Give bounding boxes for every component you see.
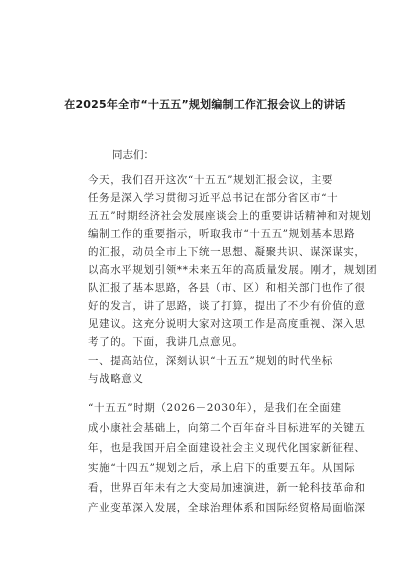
body-line: 队汇报了基本思路，各县（市、区）和相关部门也作了很	[88, 282, 366, 294]
body-line: 成小康社会基础上，向第二个百年奋斗目标进军的关键五	[88, 422, 366, 434]
body-line: 年，也是我国开启全面建设社会主义现代化国家新征程、	[88, 442, 366, 454]
body-line: 的汇报，动员全市上下统一思想、凝聚共识、谋深谋实，	[88, 246, 366, 258]
document-title: 在2025年全市“十五五”规划编制工作汇报会议上的讲话	[64, 98, 346, 111]
body-line: 以高水平规划引领**未来五年的高质量发展。刚才，规划团	[88, 264, 378, 276]
body-line: “十五五”时期（2026－2030年），是我们在全面建	[88, 402, 342, 414]
body-line: 编制工作的重要指示，听取我市“十五五”规划基本思路	[88, 228, 356, 240]
body-line: 实施“十四五”规划之后，承上启下的重要五年。从国际	[88, 462, 356, 474]
body-line: 考了的。下面，我讲几点意见。	[88, 336, 244, 348]
body-line: 好的发言，讲了思路，谈了打算，提出了不少有价值的意	[88, 300, 366, 312]
body-line: 见建议。这充分说明大家对这项工作是高度重视、深入思	[88, 318, 366, 330]
section-heading-line: 一、提高站位，深刻认识“十五五”规划的时代坐标	[88, 355, 334, 367]
body-line: 五五”时期经济社会发展座谈会上的重要讲话精神和对规划	[88, 210, 372, 222]
body-line: 今天，我们召开这次“十五五”规划汇报会议，主要	[88, 174, 334, 186]
salutation: 同志们：	[112, 149, 154, 161]
body-line: 任务是深入学习贯彻习近平总书记在部分省区市“十	[88, 192, 339, 204]
body-line: 产业变革深入发展，全球治理体系和国际经贸格局面临深	[88, 502, 366, 514]
body-line: 看，世界百年未有之大变局加速演进，新一轮科技革命和	[88, 482, 366, 494]
section-heading-line: 与战略意义	[88, 373, 144, 385]
